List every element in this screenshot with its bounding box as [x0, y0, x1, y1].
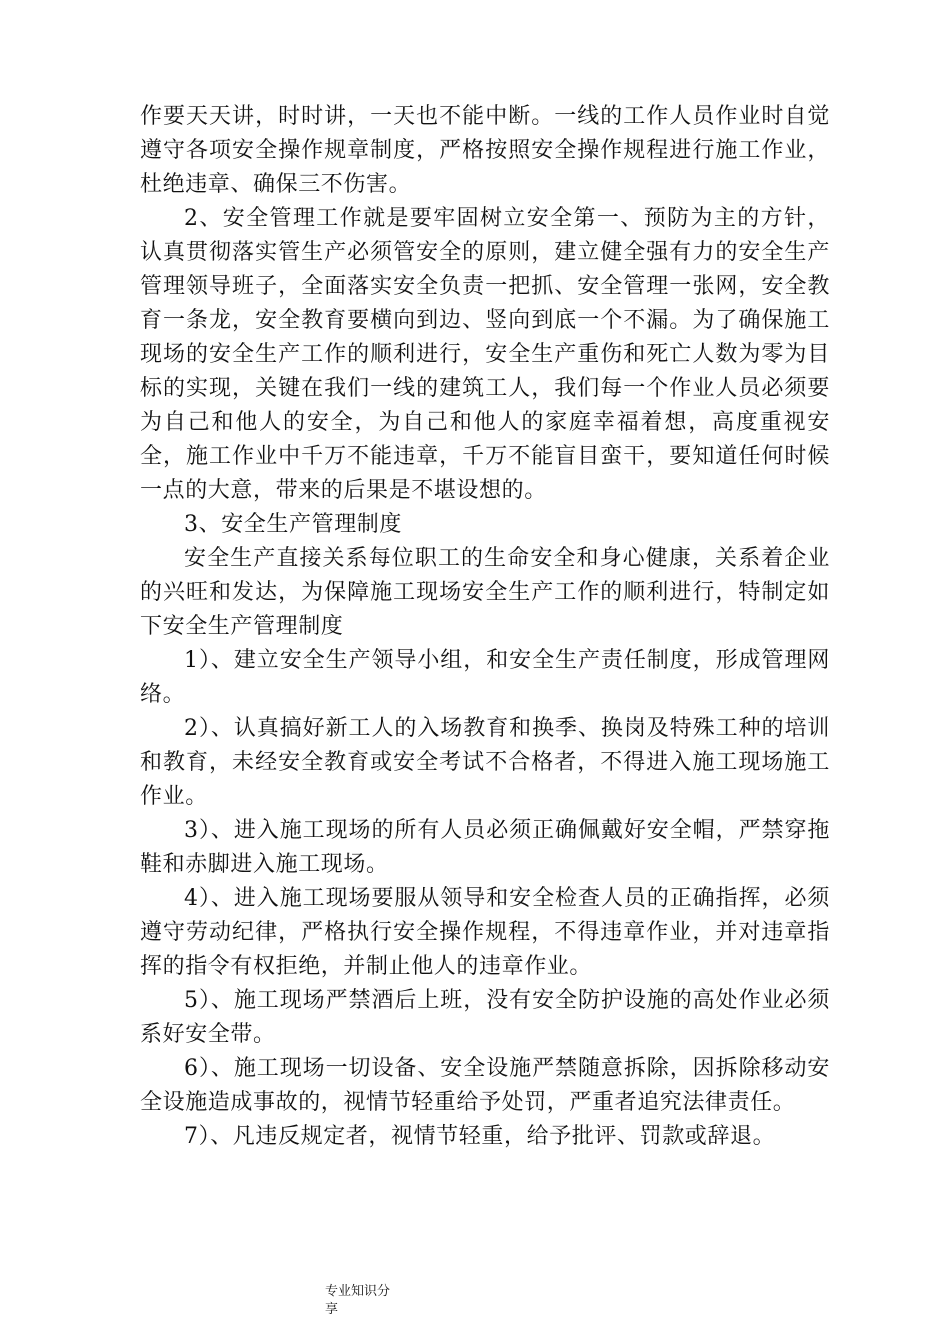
rule-item-5: 5）、施工现场严禁酒后上班，没有安全防护设施的高处作业必须系好安全带。 [140, 988, 830, 1047]
paragraph-continuation: 作要天天讲，时时讲，一天也不能中断。一线的工作人员作业时自觉遵守各项安全操作规章制度，严格按照安全操作规程进行施工作业，杜绝违章、确保三不伤害。 [140, 104, 830, 197]
paragraph-safety-management: 2、安全管理工作就是要牢固树立安全第一、预防为主的方针，认真贯彻落实管生产必须管安全的原则，建立健全强有力的安全生产管理领导班子，全面落实安全负责一把抓、安全管理一张网，安全教育一条龙，安全教育要横向到边、竖向到底一个不漏。为了确保施工现场的安全生产工作的顺利进行，安全生产重伤和死亡人数为零为目标的实现，关键在我们一线的建筑工人，我们每一个作业人员必须要为自己和他人的安全，为自己和他人的家庭幸福着想，高度重视安全，施工作业中千万不能违章，千万不能盲目蛮干，要知道任何时候一点的大意，带来的后果是不堪设想的。 [140, 206, 830, 503]
document-body [140, 100, 830, 1154]
rule-item-7: 7）、凡违反规定者，视情节轻重，给予批评、罚款或辞退。 [184, 1124, 776, 1149]
rule-item-1: 1）、建立安全生产领导小组，和安全生产责任制度，形成管理网络。 [140, 648, 830, 707]
section-heading-safety-rules: 3、安全生产管理制度 [184, 512, 402, 537]
page-footer-note: 专业知识分享 [325, 1284, 391, 1317]
rule-item-2: 2）、认真搞好新工人的入场教育和换季、换岗及特殊工种的培训和教育，未经安全教育或安全考试不合格者，不得进入施工现场施工作业。 [140, 716, 830, 809]
rule-item-3: 3）、进入施工现场的所有人员必须正确佩戴好安全帽，严禁穿拖鞋和赤脚进入施工现场。 [140, 818, 830, 877]
paragraph-rules-intro: 安全生产直接关系每位职工的生命安全和身心健康，关系着企业的兴旺和发达，为保障施工现场安全生产工作的顺利进行，特制定如下安全生产管理制度 [140, 546, 830, 639]
rule-item-4: 4）、进入施工现场要服从领导和安全检查人员的正确指挥，必须遵守劳动纪律，严格执行安全操作规程，不得违章作业，并对违章指挥的指令有权拒绝，并制止他人的违章作业。 [140, 886, 830, 979]
rule-item-6: 6）、施工现场一切设备、安全设施严禁随意拆除，因拆除移动安全设施造成事故的，视情节轻重给予处罚，严重者追究法律责任。 [140, 1056, 830, 1115]
